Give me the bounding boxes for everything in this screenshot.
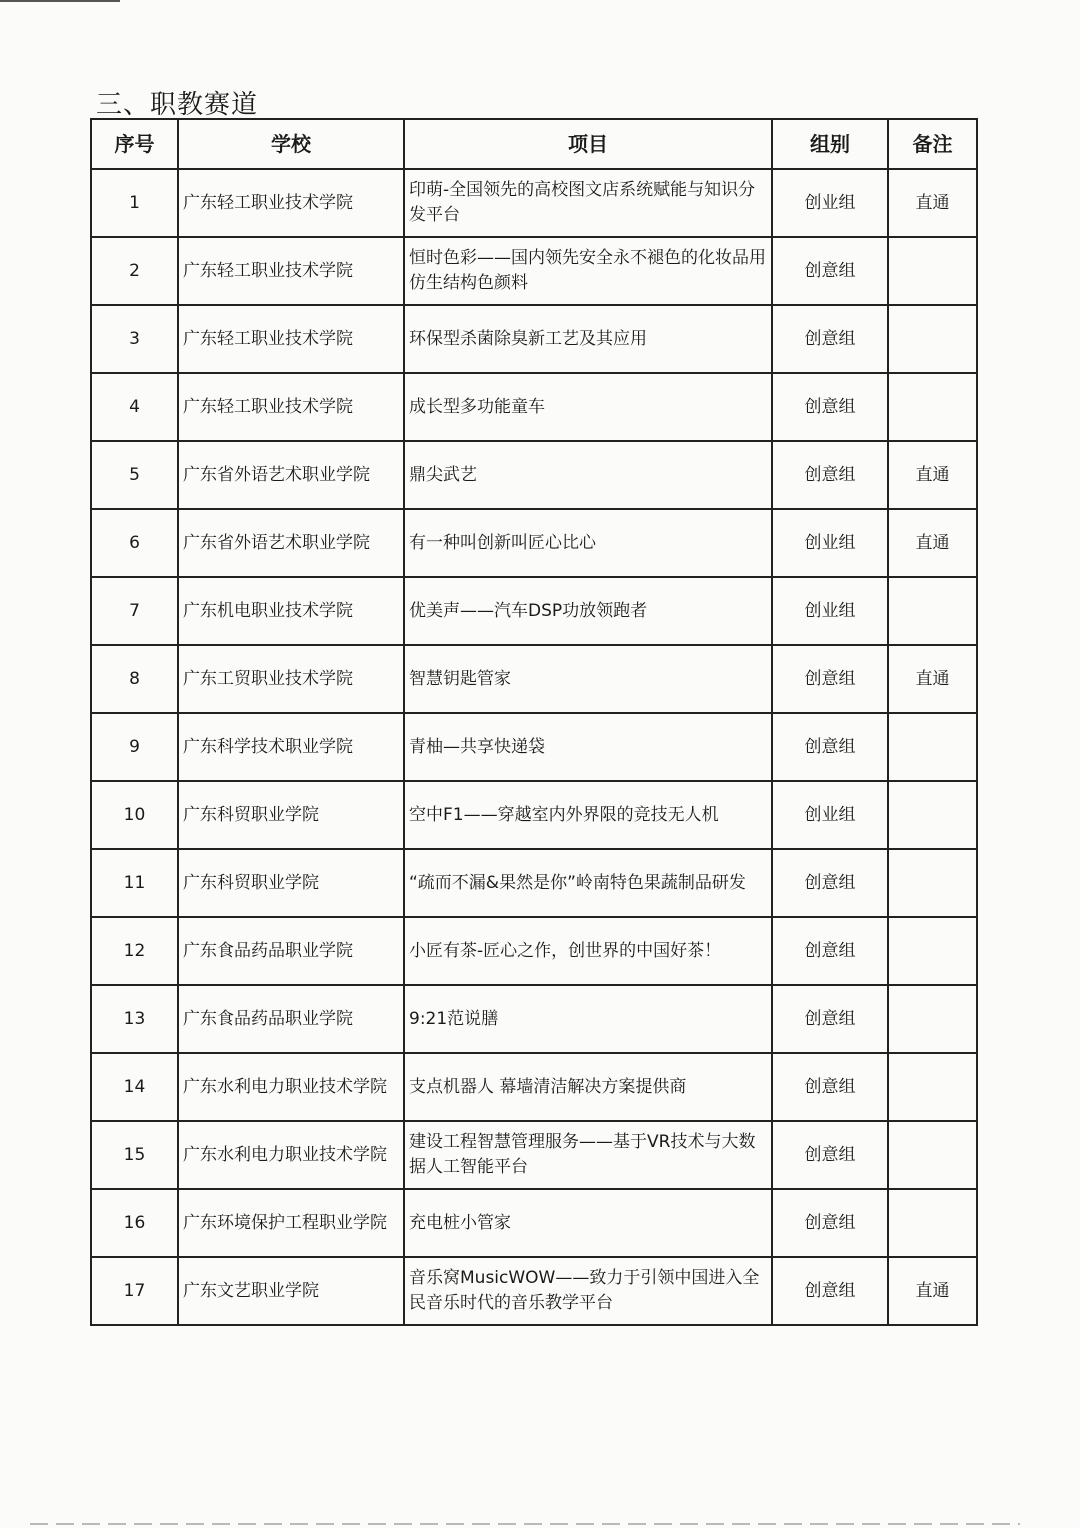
cell-note bbox=[888, 985, 977, 1053]
cell-group: 创意组 bbox=[772, 985, 888, 1053]
cell-index: 7 bbox=[91, 577, 178, 645]
cell-project: 小匠有茶-匠心之作，创世界的中国好茶！ bbox=[404, 917, 772, 985]
cell-group: 创意组 bbox=[772, 917, 888, 985]
cell-project: 环保型杀菌除臭新工艺及其应用 bbox=[404, 305, 772, 373]
cell-index: 15 bbox=[91, 1121, 178, 1189]
cell-note bbox=[888, 237, 977, 305]
cell-index: 1 bbox=[91, 169, 178, 237]
cell-project: 成长型多功能童车 bbox=[404, 373, 772, 441]
cell-note: 直通 bbox=[888, 169, 977, 237]
cell-school: 广东轻工职业技术学院 bbox=[178, 373, 404, 441]
cell-index: 11 bbox=[91, 849, 178, 917]
cell-index: 5 bbox=[91, 441, 178, 509]
header-school: 学校 bbox=[178, 119, 404, 169]
cell-school: 广东工贸职业技术学院 bbox=[178, 645, 404, 713]
table-row bbox=[91, 917, 977, 985]
table-row bbox=[91, 1053, 977, 1121]
cell-school: 广东省外语艺术职业学院 bbox=[178, 441, 404, 509]
cell-project: 空中F1——穿越室内外界限的竞技无人机 bbox=[404, 781, 772, 849]
scan-mark-top bbox=[0, 0, 120, 2]
header-project: 项目 bbox=[404, 119, 772, 169]
project-table bbox=[90, 118, 978, 1326]
cell-index: 13 bbox=[91, 985, 178, 1053]
cell-school: 广东轻工职业技术学院 bbox=[178, 169, 404, 237]
cell-group: 创意组 bbox=[772, 373, 888, 441]
cell-school: 广东机电职业技术学院 bbox=[178, 577, 404, 645]
cell-note: 直通 bbox=[888, 645, 977, 713]
cell-index: 4 bbox=[91, 373, 178, 441]
header-group: 组别 bbox=[772, 119, 888, 169]
cell-note: 直通 bbox=[888, 441, 977, 509]
cell-note: 直通 bbox=[888, 509, 977, 577]
cell-index: 14 bbox=[91, 1053, 178, 1121]
cell-index: 10 bbox=[91, 781, 178, 849]
cell-school: 广东科贸职业学院 bbox=[178, 849, 404, 917]
cell-project: 印萌-全国领先的高校图文店系统赋能与知识分发平台 bbox=[404, 169, 772, 237]
cell-index: 16 bbox=[91, 1189, 178, 1257]
cell-project: 支点机器人 幕墙清洁解决方案提供商 bbox=[404, 1053, 772, 1121]
scan-mark-bottom bbox=[30, 1523, 1020, 1525]
cell-index: 9 bbox=[91, 713, 178, 781]
header-note: 备注 bbox=[888, 119, 977, 169]
cell-school: 广东科学技术职业学院 bbox=[178, 713, 404, 781]
cell-project: 9:21范说膳 bbox=[404, 985, 772, 1053]
cell-index: 12 bbox=[91, 917, 178, 985]
cell-project: 充电桩小管家 bbox=[404, 1189, 772, 1257]
cell-index: 6 bbox=[91, 509, 178, 577]
cell-school: 广东省外语艺术职业学院 bbox=[178, 509, 404, 577]
header-index: 序号 bbox=[91, 119, 178, 169]
cell-note bbox=[888, 373, 977, 441]
table-row bbox=[91, 645, 977, 713]
cell-group: 创意组 bbox=[772, 1121, 888, 1189]
table-row bbox=[91, 305, 977, 373]
table-row bbox=[91, 985, 977, 1053]
cell-note bbox=[888, 577, 977, 645]
cell-project: “疏而不漏&果然是你”岭南特色果蔬制品研发 bbox=[404, 849, 772, 917]
cell-group: 创业组 bbox=[772, 577, 888, 645]
cell-school: 广东轻工职业技术学院 bbox=[178, 237, 404, 305]
cell-school: 广东水利电力职业技术学院 bbox=[178, 1121, 404, 1189]
table-row bbox=[91, 781, 977, 849]
cell-project: 智慧钥匙管家 bbox=[404, 645, 772, 713]
cell-note bbox=[888, 1189, 977, 1257]
cell-school: 广东环境保护工程职业学院 bbox=[178, 1189, 404, 1257]
table-row bbox=[91, 509, 977, 577]
table-row bbox=[91, 373, 977, 441]
cell-project: 有一种叫创新叫匠心比心 bbox=[404, 509, 772, 577]
cell-school: 广东轻工职业技术学院 bbox=[178, 305, 404, 373]
cell-group: 创意组 bbox=[772, 713, 888, 781]
cell-note bbox=[888, 305, 977, 373]
table-row bbox=[91, 577, 977, 645]
cell-group: 创意组 bbox=[772, 441, 888, 509]
cell-group: 创意组 bbox=[772, 645, 888, 713]
cell-school: 广东科贸职业学院 bbox=[178, 781, 404, 849]
cell-project: 青柚—共享快递袋 bbox=[404, 713, 772, 781]
cell-group: 创业组 bbox=[772, 509, 888, 577]
table-row bbox=[91, 237, 977, 305]
cell-note bbox=[888, 849, 977, 917]
cell-group: 创意组 bbox=[772, 1053, 888, 1121]
cell-group: 创意组 bbox=[772, 1189, 888, 1257]
cell-project: 优美声——汽车DSP功放领跑者 bbox=[404, 577, 772, 645]
page-title: 三、职教赛道 bbox=[96, 90, 259, 120]
cell-note bbox=[888, 1053, 977, 1121]
cell-group: 创意组 bbox=[772, 305, 888, 373]
table-row bbox=[91, 1189, 977, 1257]
cell-group: 创意组 bbox=[772, 237, 888, 305]
table-row bbox=[91, 1121, 977, 1189]
cell-note: 直通 bbox=[888, 1257, 977, 1325]
cell-project: 恒时色彩——国内领先安全永不褪色的化妆品用仿生结构色颜料 bbox=[404, 237, 772, 305]
cell-note bbox=[888, 713, 977, 781]
cell-group: 创意组 bbox=[772, 1257, 888, 1325]
cell-school: 广东文艺职业学院 bbox=[178, 1257, 404, 1325]
cell-index: 8 bbox=[91, 645, 178, 713]
cell-school: 广东食品药品职业学院 bbox=[178, 985, 404, 1053]
cell-group: 创业组 bbox=[772, 781, 888, 849]
cell-group: 创意组 bbox=[772, 849, 888, 917]
cell-group: 创业组 bbox=[772, 169, 888, 237]
table-row bbox=[91, 713, 977, 781]
cell-index: 17 bbox=[91, 1257, 178, 1325]
table-row bbox=[91, 169, 977, 237]
cell-project: 建设工程智慧管理服务——基于VR技术与大数据人工智能平台 bbox=[404, 1121, 772, 1189]
table-row bbox=[91, 849, 977, 917]
cell-note bbox=[888, 917, 977, 985]
cell-index: 3 bbox=[91, 305, 178, 373]
cell-school: 广东食品药品职业学院 bbox=[178, 917, 404, 985]
table-row bbox=[91, 1257, 977, 1325]
cell-project: 鼎尖武艺 bbox=[404, 441, 772, 509]
cell-project: 音乐窝MusicWOW——致力于引领中国进入全民音乐时代的音乐教学平台 bbox=[404, 1257, 772, 1325]
table-header-row bbox=[91, 119, 977, 169]
cell-index: 2 bbox=[91, 237, 178, 305]
table-row bbox=[91, 441, 977, 509]
cell-note bbox=[888, 781, 977, 849]
cell-note bbox=[888, 1121, 977, 1189]
cell-school: 广东水利电力职业技术学院 bbox=[178, 1053, 404, 1121]
